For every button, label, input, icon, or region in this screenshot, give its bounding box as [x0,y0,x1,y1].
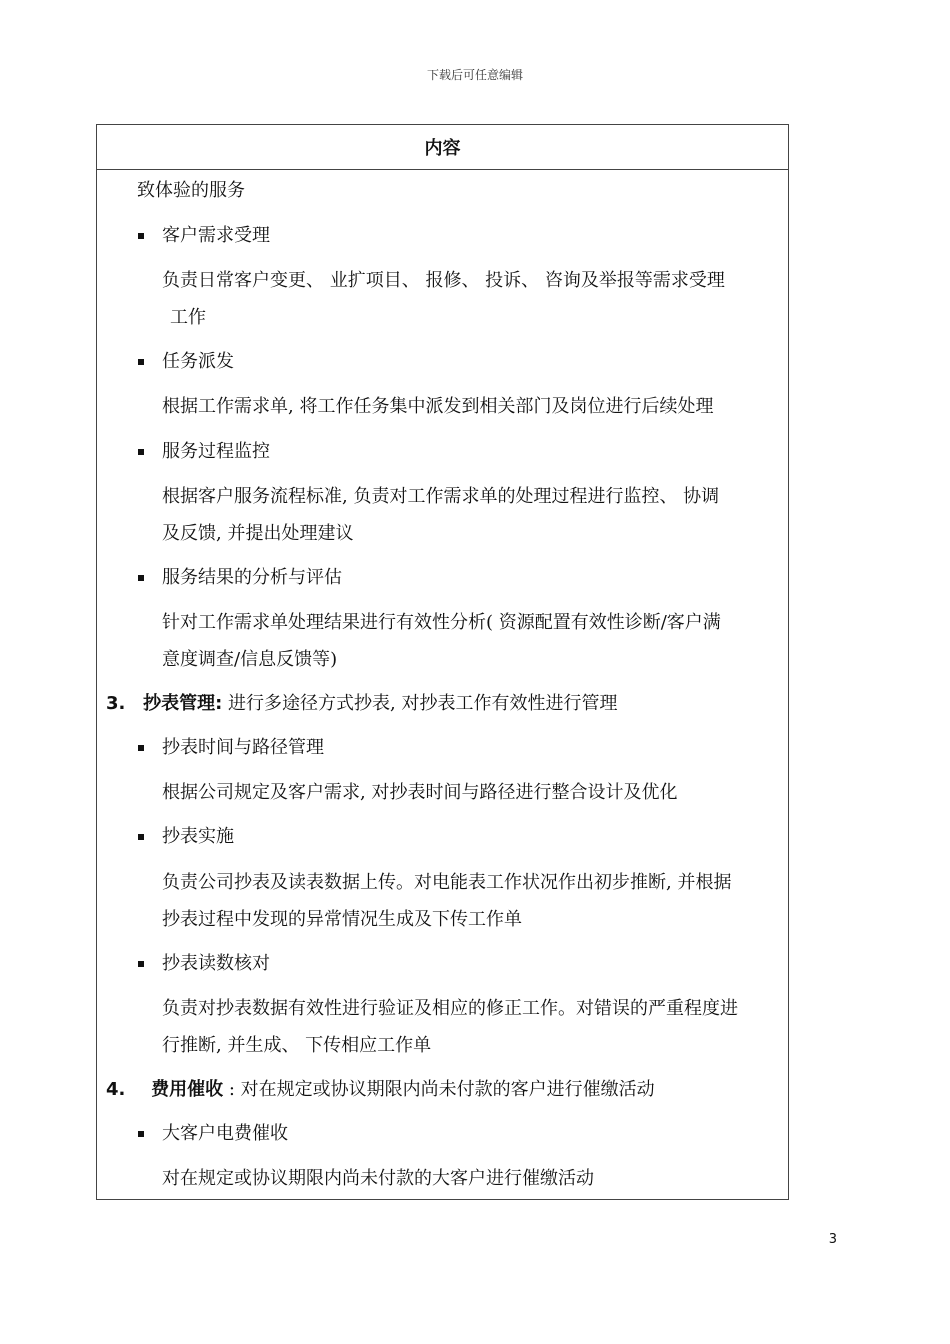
section-description: 进行多途径方式抄表, 对抄表工作有效性进行管理 [228,693,618,714]
page-header-note: 下载后可任意编辑 [426,68,523,82]
bullet-icon [138,745,144,751]
bullet-icon [138,359,144,365]
text-line: 针对工作需求单处理结果进行有效性分析( 资源配置有效性诊断/客户满 [162,612,721,633]
text-line: 意度调查/信息反馈等) [162,649,338,670]
section-title: 费用催收 [151,1079,224,1100]
bullet-icon [138,233,144,239]
text-line: 根据客户服务流程标准, 负责对工作需求单的处理过程进行监控、 协调 [162,486,720,507]
text-line: 致体验的服务 [137,180,245,201]
bullet-item-title: 抄表实施 [162,826,234,847]
text-line: 对在规定或协议期限内尚未付款的大客户进行催缴活动 [162,1168,594,1189]
bullet-item-title: 任务派发 [162,351,234,372]
bullet-item-title: 大客户电费催收 [162,1123,288,1144]
bullet-item-title: 客户需求受理 [162,225,270,246]
bullet-icon [138,834,144,840]
text-line: 行推断, 并生成、 下传相应工作单 [162,1035,432,1056]
text-line: 及反馈, 并提出处理建议 [162,523,354,544]
bullet-icon [138,961,144,967]
text-line: 工作 [170,307,206,328]
section-4-heading [106,1078,655,1102]
section-number: 4. [106,1079,126,1100]
bullet-icon [138,575,144,581]
text-line: 抄表过程中发现的异常情况生成及下传工作单 [162,909,522,930]
text-line: 负责日常客户变更、 业扩项目、 报修、 投诉、 咨询及举报等需求受理 [162,270,725,291]
section-number: 3. [106,693,126,714]
bullet-item-title: 服务过程监控 [162,441,270,462]
table-column-header: 内容 [97,125,788,170]
bullet-item-title: 抄表读数核对 [162,953,270,974]
bullet-item-title: 抄表时间与路径管理 [162,737,324,758]
text-line: 负责公司抄表及读表数据上传。对电能表工作状况作出初步推断, 并根据 [162,872,732,893]
text-line: 负责对抄表数据有效性进行验证及相应的修正工作。对错误的严重程度进 [162,998,738,1019]
section-3-heading [106,692,618,716]
bullet-icon [138,1131,144,1137]
section-description: : 对在规定或协议期限内尚未付款的客户进行催缴活动 [228,1079,655,1100]
page-number: 3 [828,1232,837,1247]
text-line: 根据公司规定及客户需求, 对抄表时间与路径进行整合设计及优化 [162,782,678,803]
bullet-item-title: 服务结果的分析与评估 [162,567,342,588]
text-line: 根据工作需求单, 将工作任务集中派发到相关部门及岗位进行后续处理 [162,396,714,417]
section-title: 抄表管理: [143,693,223,714]
bullet-icon [138,449,144,455]
